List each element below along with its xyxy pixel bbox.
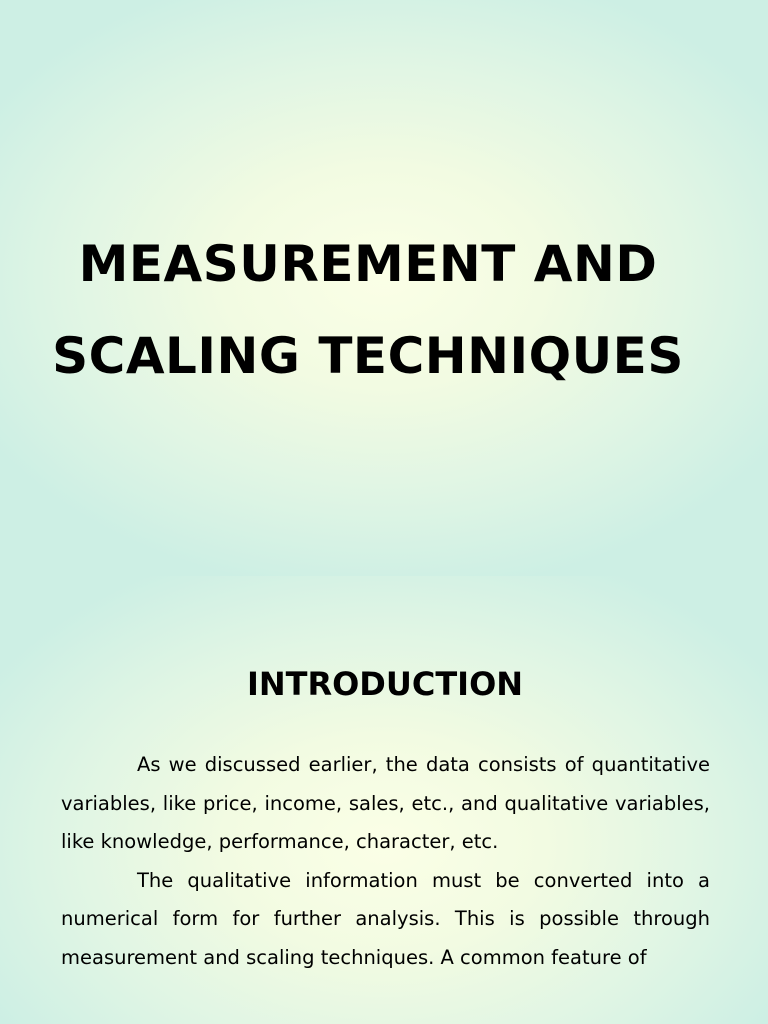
title-line-1: MEASUREMENT AND: [78, 235, 658, 293]
presentation-title: [0, 218, 736, 402]
body-text: [61, 746, 710, 977]
section-heading: INTRODUCTION: [246, 665, 524, 703]
introduction-slide: [0, 576, 768, 1024]
paragraph-1: As we discussed earlier, the data consists of quantitative variables, like price, income, sales, etc., and qualitative variables, like knowledge, performance, character, etc.: [61, 753, 710, 853]
title-line-2: SCALING TECHNIQUES: [52, 327, 684, 385]
paragraph-2: The qualitative information must be converted into a numerical form for further analysis. This is possible through measurement and scaling techniques. A common feature of: [61, 868, 710, 969]
